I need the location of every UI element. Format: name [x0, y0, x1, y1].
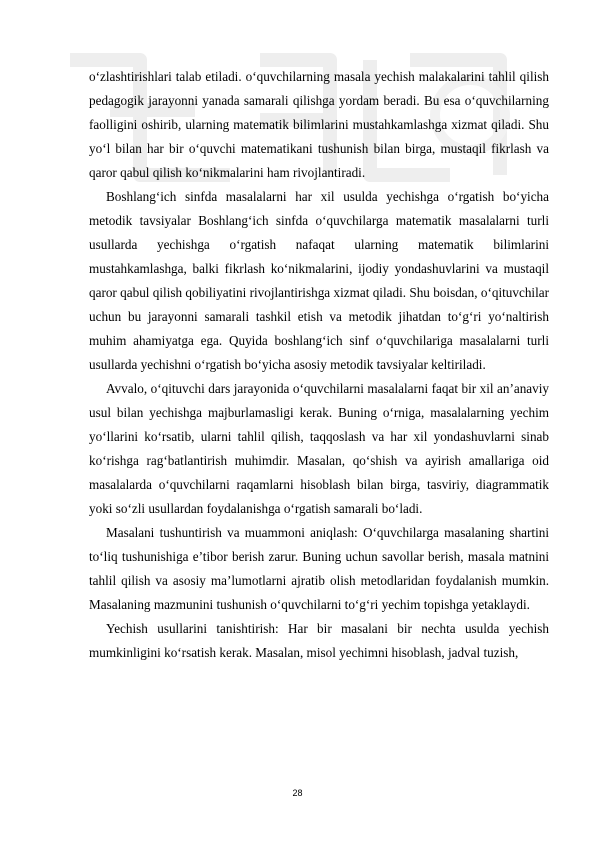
paragraph: Boshlang‘ich sinfda masalalarni har xil usulda yechishga o‘rgatish bo‘yicha metodik tavsiyalar Boshlang‘ich sinfda o‘quvchilarga matematik masalalarni turli usullarda yechishga o‘rgatish nafaqat ularning matematik bilimlarini mustahkamlashga, balki fikrlash ko‘nikmalarini, ijodiy yondashuvlarini va mustaqil qaror qabul qilish qobiliyatini rivojlantirishga xizmat qiladi. Shu boisdan, o‘qituvchilar uchun bu jarayonni samarali tashkil etish va metodik jihatdan to‘g‘ri yo‘naltirish muhim ahamiyatga ega. Quyida boshlang‘ich sinf o‘quvchilariga masalalarni turli usullarda yechishni o‘rgatish bo‘yicha asosiy metodik tavsiyalar keltiriladi. [89, 189, 549, 372]
paragraph: Avvalo, o‘qituvchi dars jarayonida o‘quvchilarni masalalarni faqat bir xil an’anaviy usul bilan yechishga majburlamasligi kerak. Buning o‘rniga, masalalarning yechim yo‘llarini ko‘rsatib, ularni tahlil qilish, taqqoslash va har xil yondashuvlarni sinab ko‘rishga rag‘batlantirish muhimdir. Masalan, qo‘shish va ayirish amallariga oid masalalarda o‘quvchilarni raqamlarni hisoblash bilan birga, tasviriy, diagrammatik yoki so‘zli usullardan foydalanishga o‘rgatish samarali bo‘ladi. [89, 381, 549, 516]
document-body [89, 65, 549, 665]
paragraph: o‘zlashtirishlari talab etiladi. o‘quvchilarning masala yechish malakalarini tahlil qilish pedagogik jarayonni yanada samarali qilishga yordam beradi. Bu esa o‘quvchilarning faolligini oshirib, ularning matematik bilimlarini mustahkamlashga xizmat qiladi. Shu yo‘l bilan har bir o‘quvchi matematikani tushunish bilan birga, mustaqil fikrlash va qaror qabul qilish ko‘nikmalarini ham rivojlantiradi. [89, 69, 549, 180]
paragraph: Masalani tushuntirish va muammoni aniqlash: O‘quvchilarga masalaning shartini to‘liq tushunishiga e’tibor berish zarur. Buning uchun savollar berish, masala matnini tahlil qilish va asosiy ma’lumotlarni ajratib olish metodlaridan foydalanish mumkin. Masalaning mazmunini tushunish o‘quvchilarni to‘g‘ri yechim topishga yetaklaydi. [89, 525, 549, 612]
paragraph: Yechish usullarini tanishtirish: Har bir masalani bir nechta usulda yechish mumkinligini ko‘rsatish kerak. Masalan, misol yechimni hisoblash, jadval tuzish, [89, 621, 549, 660]
page-number: 28 [292, 788, 303, 798]
